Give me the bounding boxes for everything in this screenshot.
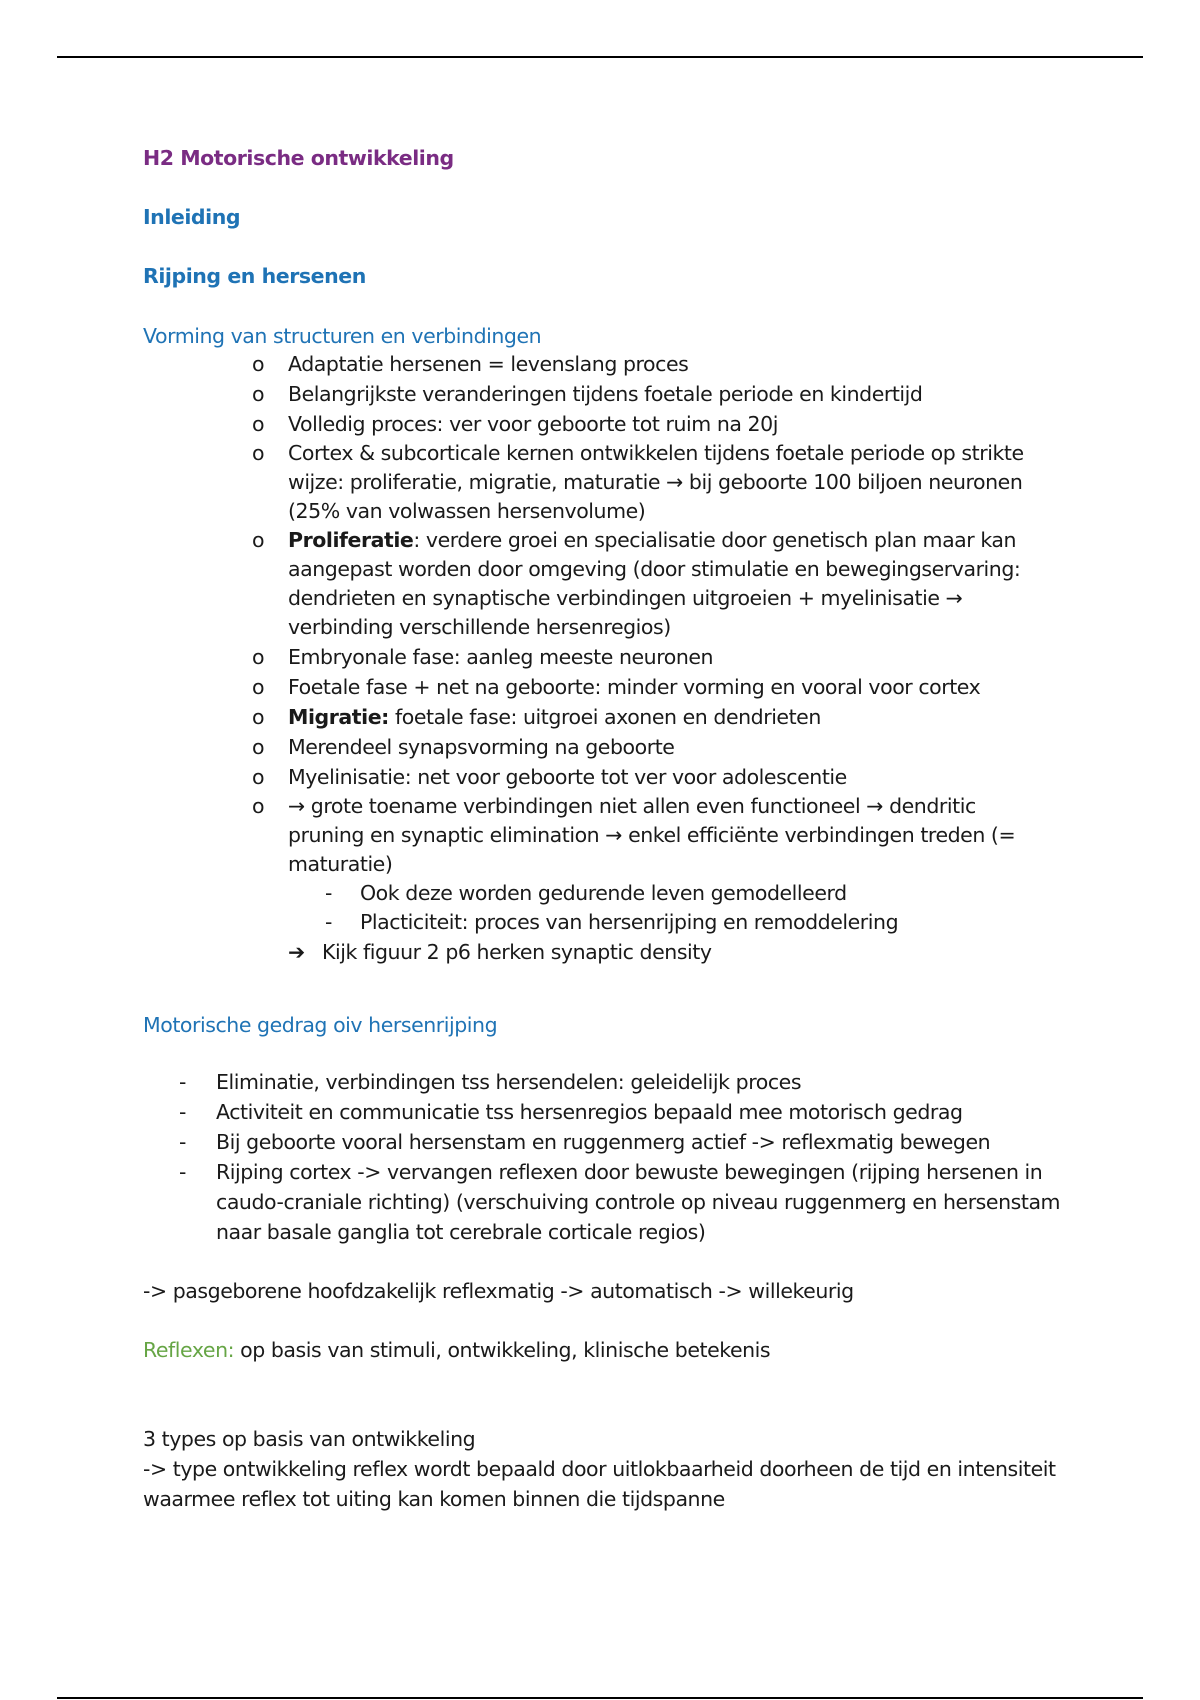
reflexen-line — [143, 1335, 1083, 1365]
list-item: o Volledig proces: ver voor geboorte tot ruim na 20j — [250, 409, 1050, 439]
bullet-o-marker: o — [252, 352, 265, 376]
types-heading: 3 types op basis van ontwikkeling — [143, 1427, 476, 1451]
list-item: o Belangrijkste veranderingen tijdens foetale periode en kindertijd — [250, 379, 1050, 409]
list-item: - Rijping cortex -> vervangen reflexen door bewuste bewegingen (rijping hersenen in caudo-craniale richting) (verschuiving controle op niveau ruggenmerg en hersenstam naar basale ganglia tot cerebrale corticale regios) — [178, 1157, 1078, 1247]
bullet-o-marker: o — [252, 528, 265, 552]
list-item: o Migratie: foetale fase: uitgroei axonen en dendrieten — [250, 702, 1050, 732]
dash-marker: - — [325, 881, 332, 905]
bullet-o-marker: o — [252, 382, 265, 406]
bullet-o-marker: o — [252, 765, 265, 789]
page-title: H2 Motorische ontwikkeling — [143, 146, 454, 170]
bullet-o-marker: o — [252, 441, 265, 465]
term-migratie: Migratie: — [288, 705, 389, 729]
bullet-o-marker: o — [252, 735, 265, 759]
list-item: o Proliferatie: verdere groei en specialisatie door genetisch plan maar kan aangepast worden door omgeving (door stimulatie en bewegingservaring: dendrieten en synaptische verbindingen uitgroeien + myelinisatie → verbinding verschillende hersenregios) — [252, 528, 1021, 639]
dash-marker: - — [179, 1070, 186, 1094]
list-item: o Merendeel synapsvorming na geboorte — [250, 732, 1050, 762]
dash-marker: - — [179, 1100, 186, 1124]
heading-rijping-en-hersenen: Rijping en hersenen — [143, 264, 366, 288]
dash-marker: - — [179, 1130, 186, 1154]
dash-marker: - — [325, 910, 332, 934]
arrow-right-icon: ➔ — [288, 940, 305, 964]
subheading-vorming: Vorming van structuren en verbindingen — [143, 324, 542, 348]
list-item: o → grote toename verbindingen niet allen even functioneel → dendritic pruning en synaptic elimination → enkel efficiënte verbindingen treden (= maturatie) - Ook deze worden gedurende leven gemodelleerd - Placticiteit: proces van hersenrijping en remoddelering ➔ Kijk figuur 2 p6 herken synaptic density — [250, 792, 1050, 967]
dash-marker: - — [179, 1160, 186, 1184]
heading-inleiding: Inleiding — [143, 205, 241, 229]
list-item: - Activiteit en communicatie tss hersenregios bepaald mee motorisch gedrag — [178, 1097, 1078, 1127]
sub-dash-list — [324, 879, 1050, 937]
list-item: - Eliminatie, verbindingen tss hersendelen: geleidelijk proces — [178, 1067, 1078, 1097]
reflexen-text: op basis van stimuli, ontwikkeling, klinische betekenis — [234, 1338, 771, 1362]
list-item: o Foetale fase + net na geboorte: minder vorming en vooral voor cortex — [250, 672, 1050, 702]
bullet-o-marker: o — [252, 705, 265, 729]
bullet-o-marker: o — [252, 645, 265, 669]
list-item: o Myelinisatie: net voor geboorte tot ver voor adolescentie — [250, 762, 1050, 792]
types-description: -> type ontwikkeling reflex wordt bepaald door uitlokbaarheid doorheen de tijd en intensiteit waarmee reflex tot uiting kan komen binnen die tijdspanne — [143, 1457, 1056, 1511]
arrow-note: ➔ Kijk figuur 2 p6 herken synaptic density — [288, 937, 1050, 967]
list-item: - Placticiteit: proces van hersenrijping en remoddelering — [324, 908, 1050, 937]
list-item: - Ook deze worden gedurende leven gemodelleerd — [324, 879, 1050, 908]
pasgeborene-line: -> pasgeborene hoofdzakelijk reflexmatig -> automatisch -> willekeurig — [143, 1279, 854, 1303]
header-rule — [57, 56, 1143, 58]
term-proliferatie: Proliferatie — [288, 528, 414, 552]
bullet-o-marker: o — [252, 794, 265, 818]
list-item: o Adaptatie hersenen = levenslang proces — [250, 349, 1050, 379]
footer-rule — [57, 1697, 1143, 1699]
dash-bullet-list — [178, 1067, 1078, 1247]
bullet-o-marker: o — [252, 675, 265, 699]
subheading-motorisch-gedrag: Motorische gedrag oiv hersenrijping — [143, 1013, 498, 1037]
list-item: o Embryonale fase: aanleg meeste neuronen — [250, 642, 1050, 672]
reflexen-label: Reflexen: — [143, 1338, 235, 1362]
list-item: o Cortex & subcorticale kernen ontwikkelen tijdens foetale periode op strikte wijze: proliferatie, migratie, maturatie → bij geboorte 100 biljoen neuronen (25% van volwassen hersenvolume) — [252, 441, 1024, 523]
o-bullet-list — [250, 349, 1050, 967]
bullet-o-marker: o — [252, 412, 265, 436]
list-item: - Bij geboorte vooral hersenstam en ruggenmerg actief -> reflexmatig bewegen — [178, 1127, 1078, 1157]
